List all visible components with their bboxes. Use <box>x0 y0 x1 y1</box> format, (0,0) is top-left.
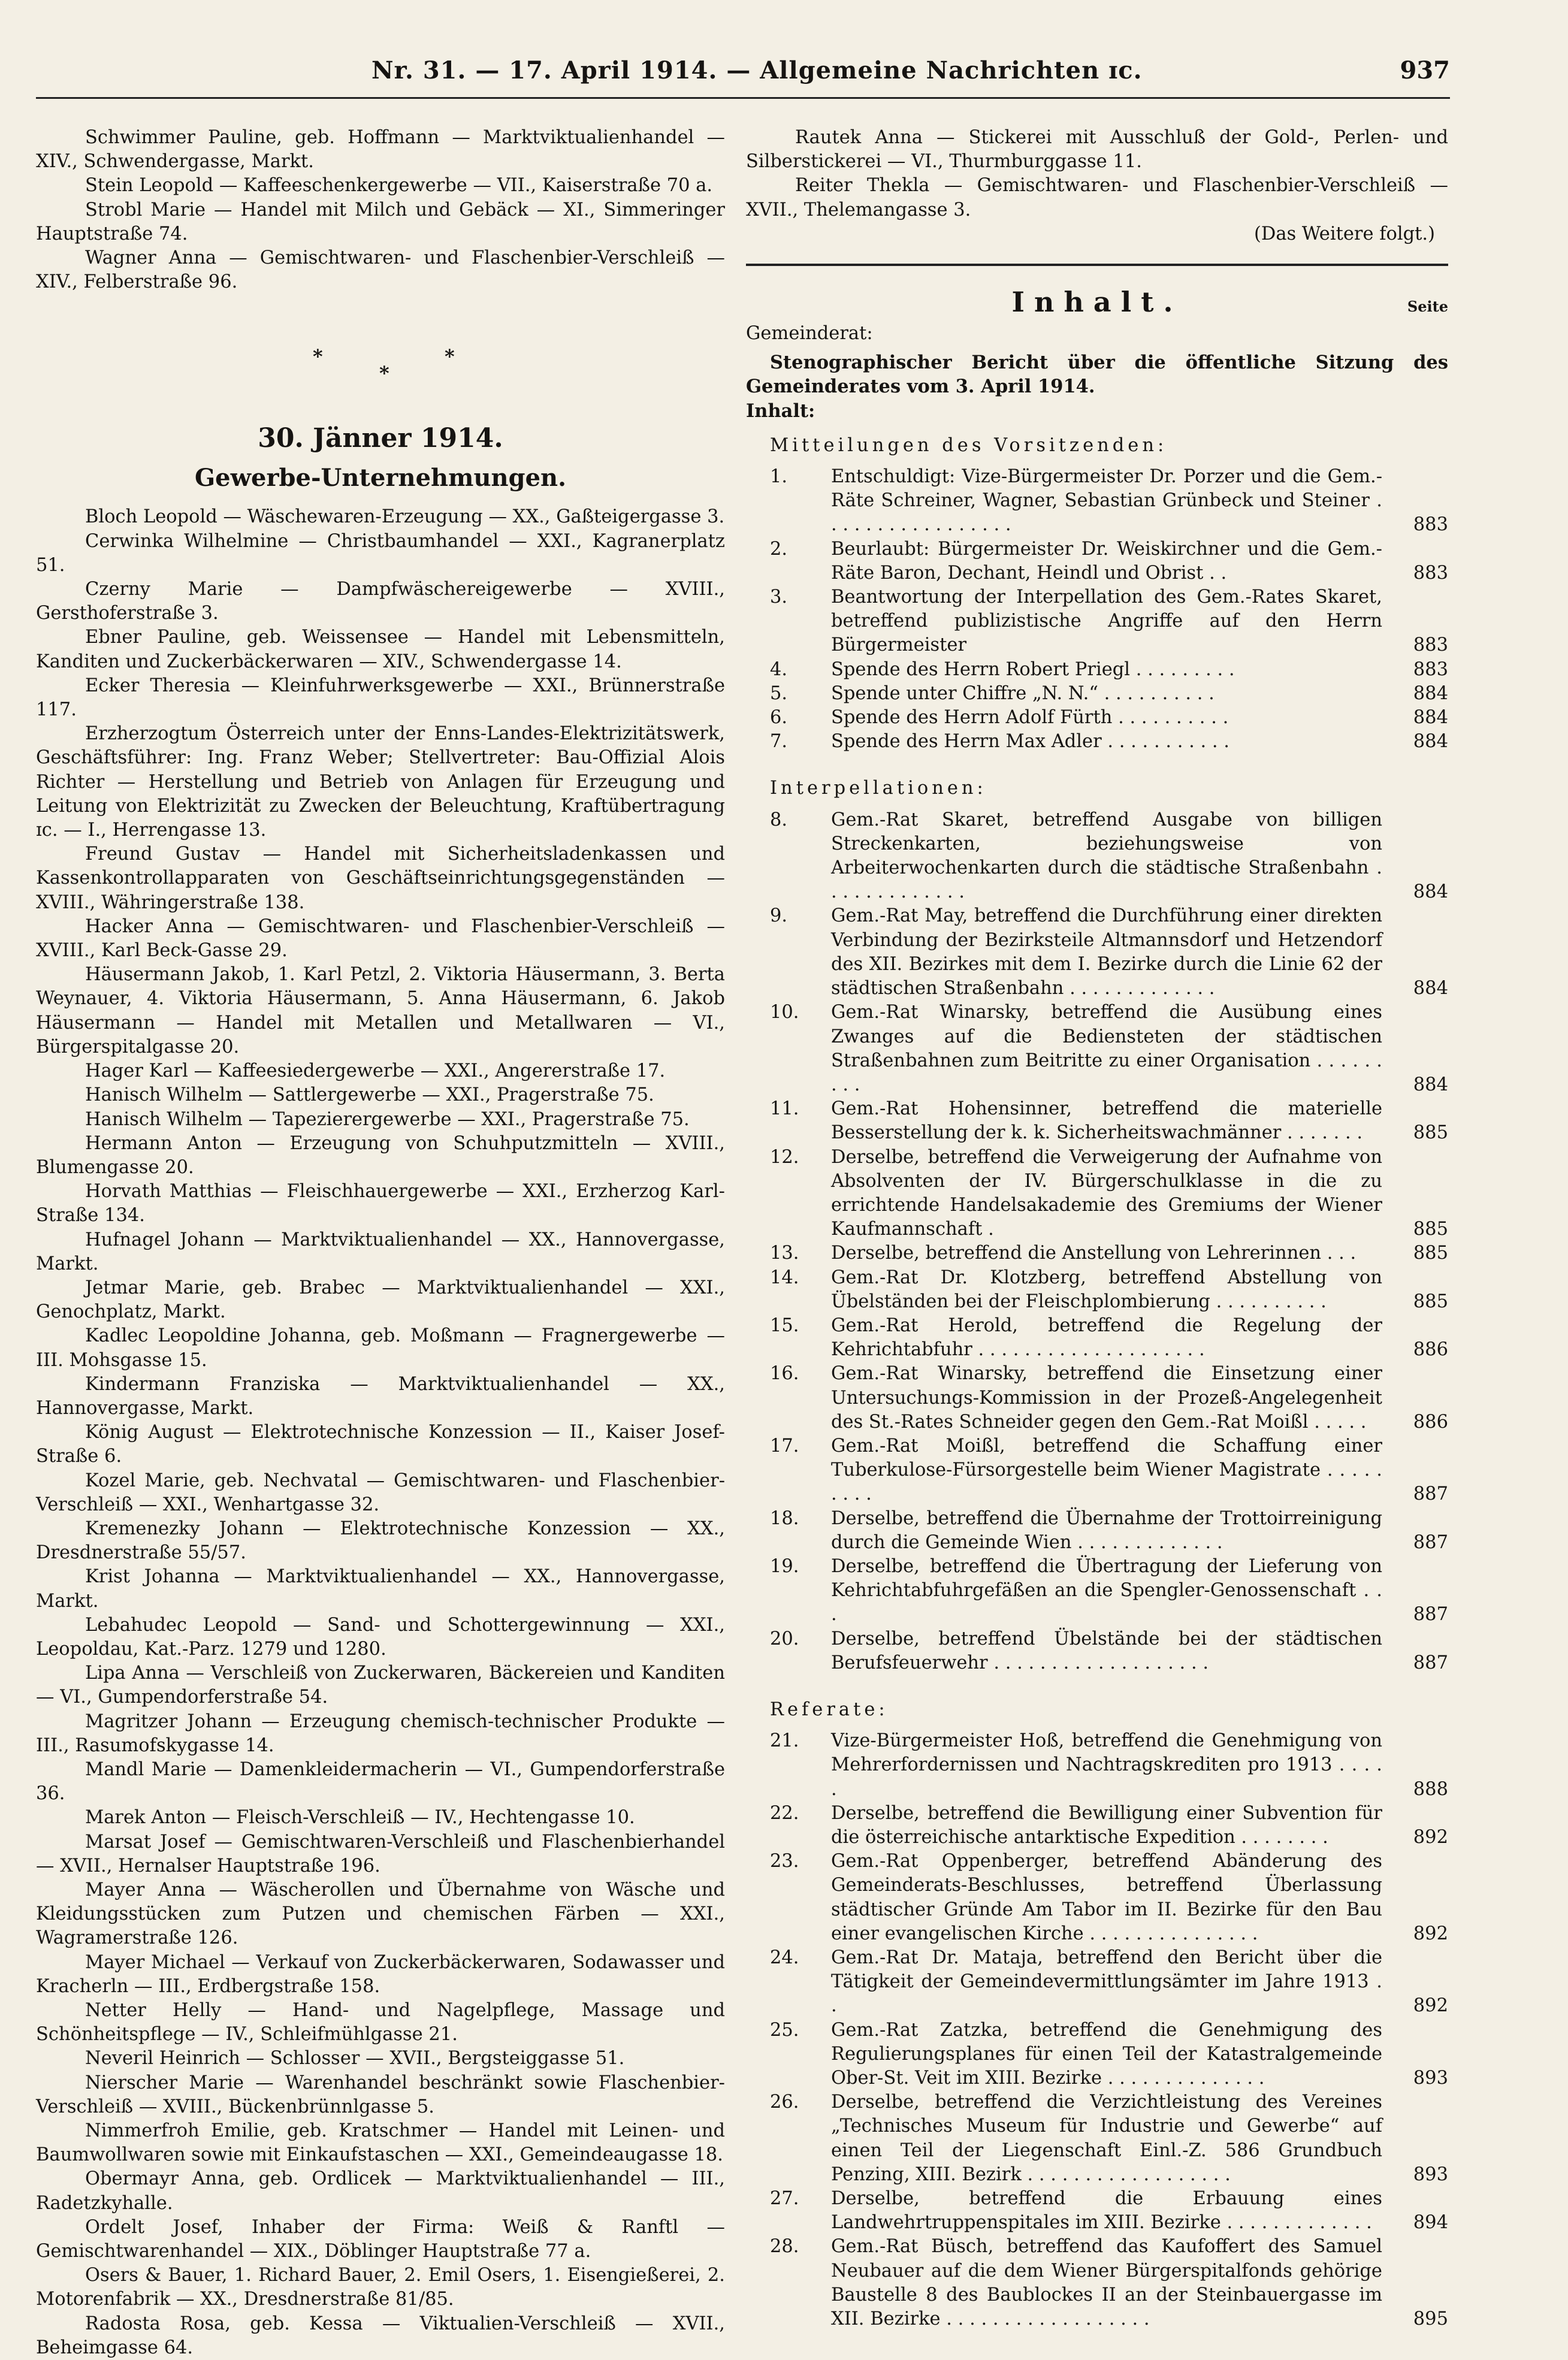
toc-list <box>746 465 1448 754</box>
toc-entry-number: 12. <box>770 1146 799 1168</box>
contents-title-text: Inhalt. <box>1011 286 1183 319</box>
toc-entry-text: Vize-Bürgermeister Hoß, betreffend die Genehmigung von Mehrerfordernissen und Nachtragskrediten pro 1913 . . . . . <box>831 1730 1382 1800</box>
toc-entry-number: 10. <box>770 1002 799 1023</box>
toc-entry-page: 894 <box>1413 2212 1448 2234</box>
list-item: Nierscher Marie — Warenhandel beschränkt sowie Flaschenbier-Verschleiß — XVIII., Bückenbrünnlgasse 5. <box>36 2072 725 2117</box>
contents-title <box>746 282 1448 322</box>
toc-entry-text: Derselbe, betreffend die Anstellung von Lehrerinnen . . . <box>831 1243 1356 1264</box>
toc-entry-number: 1. <box>770 466 788 488</box>
toc-entry-number: 27. <box>770 2188 799 2210</box>
section-gap <box>746 754 1448 772</box>
continued-note: (Das Weitere folgt.) <box>1254 223 1435 244</box>
section-gap <box>746 801 1448 808</box>
toc-entry <box>746 1627 1448 1675</box>
list-item: Kindermann Franziska — Marktviktualienhandel — XX., Hannovergasse, Markt. <box>36 1373 725 1419</box>
asterism-divider <box>36 345 725 392</box>
list-item: Neveril Heinrich — Schlosser — XVII., Bergsteiggasse 51. <box>85 2048 625 2069</box>
toc-entry-number: 20. <box>770 1628 799 1649</box>
toc-entry-number: 5. <box>770 682 788 704</box>
list-item: Netter Helly — Hand- und Nagelpflege, Massage und Schönheitspflege — IV., Schleifmühlgasse 21. <box>36 2000 725 2045</box>
toc-entry-number: 17. <box>770 1435 799 1457</box>
toc-entry-text: Gem.-Rat Dr. Klotzberg, betreffend Abstellung von Übelständen bei der Fleischplombierung . . . . . . . . . . <box>831 1267 1382 1312</box>
toc-entry <box>746 1507 1448 1555</box>
toc-entry-number: 24. <box>770 1947 799 1969</box>
toc-list <box>746 1729 1448 2331</box>
toc-entry-number: 6. <box>770 707 788 729</box>
list-item: Czerny Marie — Dampfwäschereigewerbe — XVIII., Gersthoferstraße 3. <box>36 579 725 624</box>
toc-section-title: Referate: <box>770 1699 889 1720</box>
list-item: Bloch Leopold — Wäschewaren-Erzeugung — XX., Gaßteigergasse 3. <box>85 506 725 528</box>
list-item: Hager Karl — Kaffeesiedergewerbe — XXI., Angererstraße 17. <box>85 1060 666 1082</box>
toc-entry <box>746 2090 1448 2187</box>
toc-entry-text: Spende des Herrn Robert Priegl . . . . . . . . . <box>831 658 1235 680</box>
toc-entry-text: Beantwortung der Interpellation des Gem.-Rates Skaret, betreffend publizistische Angriffe auf den Herrn Bürgermeister <box>831 587 1382 656</box>
business-entries-list <box>36 505 725 2360</box>
toc-list <box>746 808 1448 1675</box>
toc-entry-page: 883 <box>1413 634 1448 656</box>
toc-entry-page: 885 <box>1413 1219 1448 1240</box>
toc-entry-text: Gem.-Rat Skaret, betreffend Ausgabe von billigen Streckenkarten, beziehungsweise von Arbeiterwochenkarten durch die städtische Straßenbahn . . . . . . . . . . . . . <box>831 809 1382 903</box>
toc-entry-number: 19. <box>770 1555 799 1577</box>
toc-entry-number: 11. <box>770 1098 799 1120</box>
toc-entry-page: 884 <box>1413 731 1448 753</box>
toc-section-title: Interpellationen: <box>770 778 987 799</box>
list-item: Hanisch Wilhelm — Tapezierergewerbe — XXI., Pragerstraße 75. <box>85 1108 690 1130</box>
toc-entry <box>746 1729 1448 1802</box>
list-item: Horvath Matthias — Fleischhauergewerbe — XXI., Erzherzog Karl-Straße 134. <box>36 1181 725 1226</box>
list-item: Mayer Anna — Wäscherollen und Übernahme von Wäsche und Kleidungsstücken zum Putzen und chemischen Färben — XXI., Wagramerstraße 126. <box>36 1879 725 1949</box>
page-number: 937 <box>1400 56 1450 84</box>
list-item: Ebner Pauline, geb. Weissensee — Handel mit Lebensmitteln, Kanditen und Zuckerbäckerwaren — XIV., Schwendergasse 14. <box>36 627 725 672</box>
toc-entry-number: 4. <box>770 658 788 680</box>
toc-entry-text: Derselbe, betreffend die Übertragung der Lieferung von Kehrichtabfuhrgefäßen an die Spengler-Genossenschaft . . . <box>831 1555 1382 1625</box>
date-heading: 30. Jänner 1914. <box>258 423 503 454</box>
toc-entry-text: Spende des Herrn Max Adler . . . . . . . . . . . <box>831 731 1229 753</box>
toc-entry-text: Derselbe, betreffend die Übernahme der Trottoirreinigung durch die Gemeinde Wien . . . . . . . . . . . . . <box>831 1507 1382 1553</box>
list-item: Obermayr Anna, geb. Ordlicek — Marktviktualienhandel — III., Radetzkyhalle. <box>36 2168 725 2214</box>
list-item: Rautek Anna — Stickerei mit Ausschluß der Gold-, Perlen- und Silberstickerei — VI., Thurmburggasse 11. <box>746 127 1448 173</box>
toc-entry-text: Entschuldigt: Vize-Bürgermeister Dr. Porzer und die Gem.-Räte Schreiner, Wagner, Sebastian Grünbeck und Steiner . . . . . . . . . . . . . . . . . <box>831 466 1382 536</box>
toc-entry-text: Gem.-Rat Büsch, betreffend das Kaufoffert des Samuel Neubauer auf die dem Wiener Bürgerspitalfonds gehörige Baustelle 8 des Baublockes II an der Steinbauergasse im XII. Bezirke . . . . . . . . . . . . . . . . . . <box>831 2236 1382 2330</box>
toc-entry <box>746 658 1448 682</box>
list-item: Marsat Josef — Gemischtwaren-Verschleiß und Flaschenbierhandel — XVII., Hernalser Hauptstraße 196. <box>36 1831 725 1876</box>
toc-entry-text: Gem.-Rat Oppenberger, betreffend Abänderung des Gemeinderats-Beschlusses, betreffend Überlassung städtischer Gründe Am Tabor im II. Bezirke für den Bau einer evangelischen Kirche . . . . . . . . . . . . . . . <box>831 1851 1382 1944</box>
toc-entry <box>746 1802 1448 1850</box>
toc-entry-text: Spende des Herrn Adolf Fürth . . . . . . . . . . <box>831 707 1229 729</box>
toc-entry-page: 892 <box>1413 1827 1448 1848</box>
toc-entry-page: 888 <box>1413 1778 1448 1800</box>
report-title: Stenographischer Bericht über die öffentliche Sitzung des Gemeinderates vom 3. April 1914. <box>746 352 1448 398</box>
section-gap <box>746 1722 1448 1729</box>
toc-entry-text: Derselbe, betreffend die Verzichtleistung des Vereines „Technisches Museum für Industrie und Gewerbe“ auf einen Teil der Liegenschaft Einl.-Z. 586 Grundbuch Penzing, XIII. Bezirk . . . . . . . . . . . . . . . . . . <box>831 2092 1382 2185</box>
list-item: Nimmerfroh Emilie, geb. Kratschmer — Handel mit Leinen- und Baumwollwaren sowie mit Einkaufstaschen — XXI., Gemeindeaugasse 18. <box>36 2120 725 2166</box>
right-column <box>746 126 1448 2331</box>
list-item: Freund Gustav — Handel mit Sicherheitsladenkassen und Kassenkontrollapparaten von Geschäftseinrichtungsgegenständen — XVIII., Währingerstraße 138. <box>36 844 725 913</box>
toc-entry-number: 25. <box>770 2019 799 2041</box>
list-item: Mandl Marie — Damenkleidermacherin — VI., Gumpendorferstraße 36. <box>36 1758 725 1805</box>
list-item: Lipa Anna — Verschleiß von Zuckerwaren, Bäckereien und Kanditen — VI., Gumpendorferstraße 54. <box>36 1663 725 1708</box>
list-item: Ordelt Josef, Inhaber der Firma: Weiß & Ranftl — Gemischtwarenhandel — XIX., Döblinger Hauptstraße 77 a. <box>36 2216 725 2262</box>
list-item: Erzherzogtum Österreich unter der Enns-Landes-Elektrizitätswerk, Geschäftsführer: Ing. Franz Weber; Stellvertreter: Bau-Offizial Alois Richter — Herstellung und Betrieb von Anlagen für Erzeugung und Leitung von Elektrizität zu Zwecken der Beleuchtung, Kraftübertragung ɪc. — I., Herrengasse 13. <box>36 723 725 841</box>
list-item: Ecker Theresia — Kleinfuhrwerksgewerbe — XXI., Brünnerstraße 117. <box>36 675 725 721</box>
toc-entry-number: 22. <box>770 1802 799 1824</box>
list-item: Schwimmer Pauline, geb. Hoffmann — Marktviktualienhandel — XIV., Schwendergasse, Markt. <box>36 127 725 173</box>
list-item: Lebahudec Leopold — Sand- und Schottergewinnung — XXI., Leopoldau, Kat.-Parz. 1279 und 1280. <box>36 1614 725 1660</box>
list-item: Häusermann Jakob, 1. Karl Petzl, 2. Viktoria Häusermann, 3. Berta Weynauer, 4. Viktoria Häusermann, 5. Anna Häusermann, 6. Jakob Häusermann — Handel mit Metallen und Metallwaren — VI., Bürgerspitalgasse 20. <box>36 964 725 1057</box>
toc-entry-number: 3. <box>770 587 788 608</box>
toc-entry-page: 887 <box>1413 1604 1448 1625</box>
list-item: Hanisch Wilhelm — Sattlergewerbe — XXI., Pragerstraße 75. <box>85 1084 654 1106</box>
toc-entry-number: 23. <box>770 1851 799 1872</box>
toc-entry-page: 887 <box>1413 1531 1448 1553</box>
asterism-star: * <box>313 345 323 368</box>
list-item: Reiter Thekla — Gemischtwaren- und Flaschenbier-Verschleiß — XVII., Thelemangasse 3. <box>746 175 1448 220</box>
section-heading: Gewerbe-Unternehmungen. <box>194 464 567 492</box>
inhalt-label: Inhalt: <box>746 400 815 422</box>
toc-entry-page: 884 <box>1413 707 1448 729</box>
left-column <box>36 126 725 2360</box>
toc-entry <box>746 1241 1448 1265</box>
toc-entry-number: 16. <box>770 1363 799 1385</box>
header-rule <box>36 97 1450 99</box>
toc-entry-page: 892 <box>1413 1995 1448 2017</box>
toc-entry-text: Derselbe, betreffend die Bewilligung einer Subvention für die österreichische antarktische Expedition . . . . . . . . <box>831 1802 1382 1848</box>
list-item: Jetmar Marie, geb. Brabec — Marktviktualienhandel — XXI., Genochplatz, Markt. <box>36 1277 725 1323</box>
toc-entry <box>746 1266 1448 1314</box>
toc-entry-page: 884 <box>1413 881 1448 903</box>
toc-entry <box>746 1555 1448 1627</box>
toc-entry-text: Gem.-Rat May, betreffend die Durchführung einer direkten Verbindung der Bezirksteile Altmannsdorf und Hetzendorf des XII. Bezirkes mit dem I. Bezirke durch die Linie 62 der städtischen Straßenbahn . . . . . . . . . . . . . <box>831 905 1382 999</box>
toc-entry-number: 9. <box>770 905 788 927</box>
toc-entry-page: 885 <box>1413 1122 1448 1144</box>
toc-entry <box>746 1001 1448 1097</box>
toc-entry-text: Gem.-Rat Dr. Mataja, betreffend den Bericht über die Tätigkeit der Gemeindevermittlungsämter im Jahre 1913 . . <box>831 1947 1382 2017</box>
toc-entry-page: 895 <box>1413 2308 1448 2330</box>
list-item: Osers & Bauer, 1. Richard Bauer, 2. Emil Osers, 1. Eisengießerei, 2. Motorenfabrik — XX., Dresdnerstraße 81/85. <box>36 2265 725 2310</box>
list-item: Kremenezky Johann — Elektrotechnische Konzession — XX., Dresdnerstraße 55/57. <box>36 1518 725 1564</box>
toc-entry-text: Gem.-Rat Zatzka, betreffend die Genehmigung des Regulierungsplanes für einen Teil der Katastralgemeinde Ober-St. Veit im XIII. Bezirke . . . . . . . . . . . . . . <box>831 2019 1382 2089</box>
toc-entry-text: Gem.-Rat Winarsky, betreffend die Einsetzung einer Untersuchungs-Kommission in der Prozeß-Angelegenheit des St.-Rates Schneider gegen den Gem.-Rat Moißl . . . . . <box>831 1363 1382 1433</box>
toc-entry-page: 885 <box>1413 1243 1448 1264</box>
table-of-contents <box>746 423 1448 2331</box>
list-item: Krist Johanna — Marktviktualienhandel — XX., Hannovergasse, Markt. <box>36 1566 725 1612</box>
toc-entry-text: Gem.-Rat Moißl, betreffend die Schaffung einer Tuberkulose-Fürsorgestelle beim Wiener Magistrate . . . . . . . . . <box>831 1435 1382 1505</box>
toc-entry-text: Gem.-Rat Herold, betreffend die Regelung der Kehrichtabfuhr . . . . . . . . . . . . . . . . . . . . <box>831 1315 1382 1361</box>
toc-entry <box>746 2018 1448 2091</box>
toc-entry-number: 26. <box>770 2092 799 2113</box>
toc-entry <box>746 2235 1448 2331</box>
toc-entry-page: 883 <box>1413 514 1448 536</box>
list-item: Magritzer Johann — Erzeugung chemisch-technischer Produkte — III., Rasumofskygasse 14. <box>36 1711 725 1756</box>
section-gap <box>746 1675 1448 1693</box>
asterism-star: * <box>379 362 389 385</box>
toc-entry-text: Beurlaubt: Bürgermeister Dr. Weiskirchner und die Gem.-Räte Baron, Dechant, Heindl und Obrist . . <box>831 538 1382 584</box>
toc-entry <box>746 1362 1448 1434</box>
toc-entry-page: 886 <box>1413 1339 1448 1361</box>
toc-entry-number: 21. <box>770 1730 799 1752</box>
toc-entry <box>746 585 1448 658</box>
toc-entry <box>746 808 1448 905</box>
toc-entry <box>746 465 1448 537</box>
toc-entry-page: 892 <box>1413 1923 1448 1944</box>
toc-entry-page: 893 <box>1413 2163 1448 2185</box>
toc-entry-number: 28. <box>770 2236 799 2258</box>
list-item: Hacker Anna — Gemischtwaren- und Flaschenbier-Verschleiß — XVIII., Karl Beck-Gasse 29. <box>36 915 725 962</box>
entries-top-list <box>36 126 725 294</box>
toc-entry-text: Gem.-Rat Winarsky, betreffend die Ausübung eines Zwanges auf die Bediensteten der städtischen Straßenbahnen zum Beitritte zu einer Organisation . . . . . . . . . <box>831 1002 1382 1095</box>
gemeinderat-label: Gemeinderat: <box>746 323 873 345</box>
toc-entry-number: 15. <box>770 1315 799 1336</box>
asterism-star: * <box>445 345 455 368</box>
toc-entry-number: 14. <box>770 1267 799 1288</box>
list-item: Hufnagel Johann — Marktviktualienhandel — XX., Hannovergasse, Markt. <box>36 1229 725 1274</box>
header-title: Nr. 31. — 17. April 1914. — Allgemeine Nachrichten ɪc. <box>371 56 1143 84</box>
list-item: König August — Elektrotechnische Konzession — II., Kaiser Josef-Straße 6. <box>36 1422 725 1467</box>
toc-entry-page: 884 <box>1413 682 1448 704</box>
list-item: Stein Leopold — Kaffeeschenkergewerbe — VII., Kaiserstraße 70 a. <box>85 175 713 197</box>
toc-entry <box>746 1434 1448 1507</box>
toc-entry-text: Spende unter Chiffre „N. N.“ . . . . . . . . . . <box>831 682 1214 704</box>
toc-entry-number: 18. <box>770 1507 799 1529</box>
toc-entry <box>746 1850 1448 1946</box>
toc-section-title: Mitteilungen des Vorsitzenden: <box>770 434 1168 456</box>
toc-entry-text: Gem.-Rat Hohensinner, betreffend die materielle Besserstellung der k. k. Sicherheitswachmänner . . . . . . . <box>831 1098 1382 1144</box>
toc-entry <box>746 1314 1448 1362</box>
section-gap <box>746 458 1448 465</box>
list-item: Mayer Michael — Verkauf von Zuckerbäckerwaren, Sodawasser und Kracherln — III., Erdbergstraße 158. <box>36 1951 725 1997</box>
list-item: Kozel Marie, geb. Nechvatal — Gemischtwaren- und Flaschenbier-Verschleiß — XXI., Wenhartgasse 32. <box>36 1470 725 1515</box>
toc-entry <box>746 1946 1448 2018</box>
entries-top-list <box>746 126 1448 222</box>
list-item: Marek Anton — Fleisch-Verschleiß — IV., Hechtengasse 10. <box>85 1807 635 1829</box>
toc-entry-page: 893 <box>1413 2068 1448 2089</box>
toc-entry <box>746 1097 1448 1145</box>
toc-entry <box>746 904 1448 1001</box>
toc-entry-text: Derselbe, betreffend Übelstände bei der städtischen Berufsfeuerwehr . . . . . . . . . . . . . . . . . . . <box>831 1628 1382 1673</box>
toc-entry-page: 887 <box>1413 1652 1448 1673</box>
seite-label: Seite <box>1407 298 1448 316</box>
toc-entry <box>746 730 1448 754</box>
list-item: Kadlec Leopoldine Johanna, geb. Moßmann — Fragnergewerbe — III. Mohsgasse 15. <box>36 1325 725 1371</box>
toc-entry <box>746 1146 1448 1242</box>
toc-entry-number: 13. <box>770 1243 799 1264</box>
list-item: Strobl Marie — Handel mit Milch und Gebäck — XI., Simmeringer Hauptstraße 74. <box>36 199 725 244</box>
toc-entry-page: 883 <box>1413 658 1448 680</box>
toc-entry-page: 883 <box>1413 562 1448 584</box>
toc-entry-text: Derselbe, betreffend die Erbauung eines Landwehrtruppenspitales im XIII. Bezirke . . . . . . . . . . . . . <box>831 2188 1382 2234</box>
toc-entry-number: 2. <box>770 538 788 560</box>
toc-entry <box>746 706 1448 730</box>
list-item: Cerwinka Wilhelmine — Christbaumhandel — XXI., Kagranerplatz 51. <box>36 530 725 576</box>
list-item: Wagner Anna — Gemischtwaren- und Flaschenbier-Verschleiß — XIV., Felberstraße 96. <box>36 247 725 293</box>
toc-entry-page: 884 <box>1413 1074 1448 1095</box>
toc-entry-page: 884 <box>1413 978 1448 999</box>
toc-entry-text: Derselbe, betreffend die Verweigerung der Aufnahme von Absolventen der IV. Bürgerschulklasse in die zu errichtende Handelsakademie des Gremiums der Wiener Kaufmannschaft . <box>831 1146 1382 1240</box>
list-item: Hermann Anton — Erzeugung von Schuhputzmitteln — XVIII., Blumengasse 20. <box>36 1132 725 1178</box>
toc-entry <box>746 2187 1448 2235</box>
toc-entry-number: 8. <box>770 809 788 830</box>
toc-entry-page: 886 <box>1413 1411 1448 1433</box>
list-item: Radosta Rosa, geb. Kessa — Viktualien-Verschleiß — XVII., Beheimgasse 64. <box>36 2313 725 2358</box>
toc-entry-page: 885 <box>1413 1291 1448 1312</box>
toc-entry-page: 887 <box>1413 1483 1448 1505</box>
section-gap <box>746 423 1448 429</box>
toc-entry <box>746 537 1448 585</box>
toc-entry-number: 7. <box>770 731 788 753</box>
toc-entry <box>746 682 1448 706</box>
